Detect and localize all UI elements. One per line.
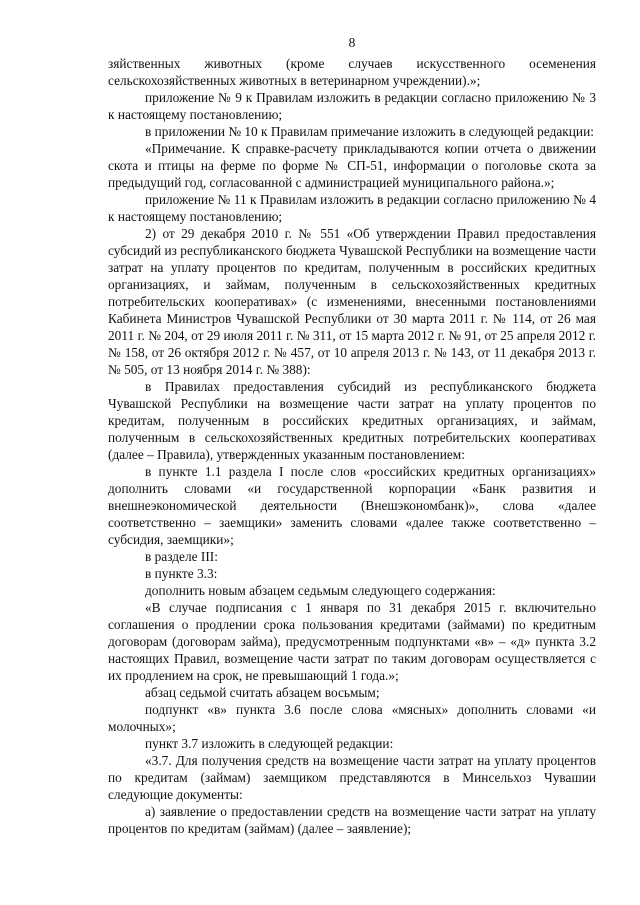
paragraph-quote-3-7: «3.7. Для получения средств на возмещение части затрат на уплату процентов по кредитам (займам) заемщиком представляются в Минсельхоз Чувашии следующие документы: [108,753,596,802]
document-page [108,34,596,837]
paragraph-appendix-11: приложение № 11 к Правилам изложить в редакции согласно приложению № 4 к настоящему постановлению; [108,192,596,224]
paragraph-add-seventh: дополнить новым абзацем седьмым следующего содержания: [145,583,496,598]
paragraph-clause-3-7: пункт 3.7 изложить в следующей редакции: [145,736,394,751]
paragraph-section-3: в разделе III: [145,549,218,564]
paragraph-item-a: а) заявление о предоставлении средств на возмещение части затрат на уплату процентов по кредитам (займам) (далее – заявление); [108,804,596,836]
paragraph-clause-3-6: подпункт «в» пункта 3.6 после слова «мясных» дополнить словами «и молочных»; [108,702,596,734]
page-number: 8 [348,35,356,50]
paragraph-clause-3-3: в пункте 3.3: [145,566,218,581]
paragraph-clause-1-1: в пункте 1.1 раздела I после слов «российских кредитных организациях» дополнить словами «и государственной корпорации «Банк развития и внешнеэкономической деятельности (Внешэкономбанк)», слова «далее соответственно – заемщики» заменить словами «далее также соответственно – субсидия, заемщики»; [108,464,596,547]
document-body [108,55,596,837]
paragraph-note: «Примечание. К справке-расчету прикладываются копии отчета о движении скота и птицы на ферме по форме № СП-51, информации о поголовье скота за предыдущий год, согласованной с администрацией муниципального района.»; [108,141,596,190]
paragraph-continuation: зяйственных животных (кроме случаев искусственного осеменения сельскохозяйственных животных в ветеринарном учреждении).»; [108,56,596,88]
paragraph-appendix-9: приложение № 9 к Правилам изложить в редакции согласно приложению № 3 к настоящему постановлению; [108,90,596,122]
paragraph-seventh-eighth: абзац седьмой считать абзацем восьмым; [145,685,380,700]
paragraph-resolution-551: 2) от 29 декабря 2010 г. № 551 «Об утверждении Правил предоставления субсидий из республиканского бюджета Чувашской Республики на возмещение части затрат на уплату процентов по кредитам, полученным в российских кредитных организациях, и займам, полученным в сельскохозяйственных кредитных потребительских кооперативах» (с изменениями, внесенными постановлениями Кабинета Министров Чувашской Республики от 30 марта 2011 г. № 114, от 26 мая 2011 г. № 204, от 29 июля 2011 г. № 311, от 15 марта 2012 г. № 91, от 25 апреля 2012 г. № 158, от 26 октября 2012 г. № 457, от 10 апреля 2013 г. № 143, от 11 декабря 2013 г. № 505, от 13 ноября 2014 г. № 388): [108,226,596,377]
paragraph-rules: в Правилах предоставления субсидий из республиканского бюджета Чувашской Республики на возмещение части затрат на уплату процентов по кредитам, полученным в российских кредитных организациях, и займам, полученным в сельскохозяйственных кредитных потребительских кооперативах (далее – Правила), утвержденных указанным постановлением: [108,379,596,462]
paragraph-appendix-10: в приложении № 10 к Правилам примечание изложить в следующей редакции: [145,124,594,139]
paragraph-quote-2015: «В случае подписания с 1 января по 31 декабря 2015 г. включительно соглашения о продлении срока пользования кредитами (займами) по кредитным договорам (договорам займа), предусмотренным подпунктами «в» – «д» пункта 3.2 настоящих Правил, возмещение части затрат по таким договорам осуществляется с их продлением на срок, не превышающий 1 года.»; [108,600,596,683]
